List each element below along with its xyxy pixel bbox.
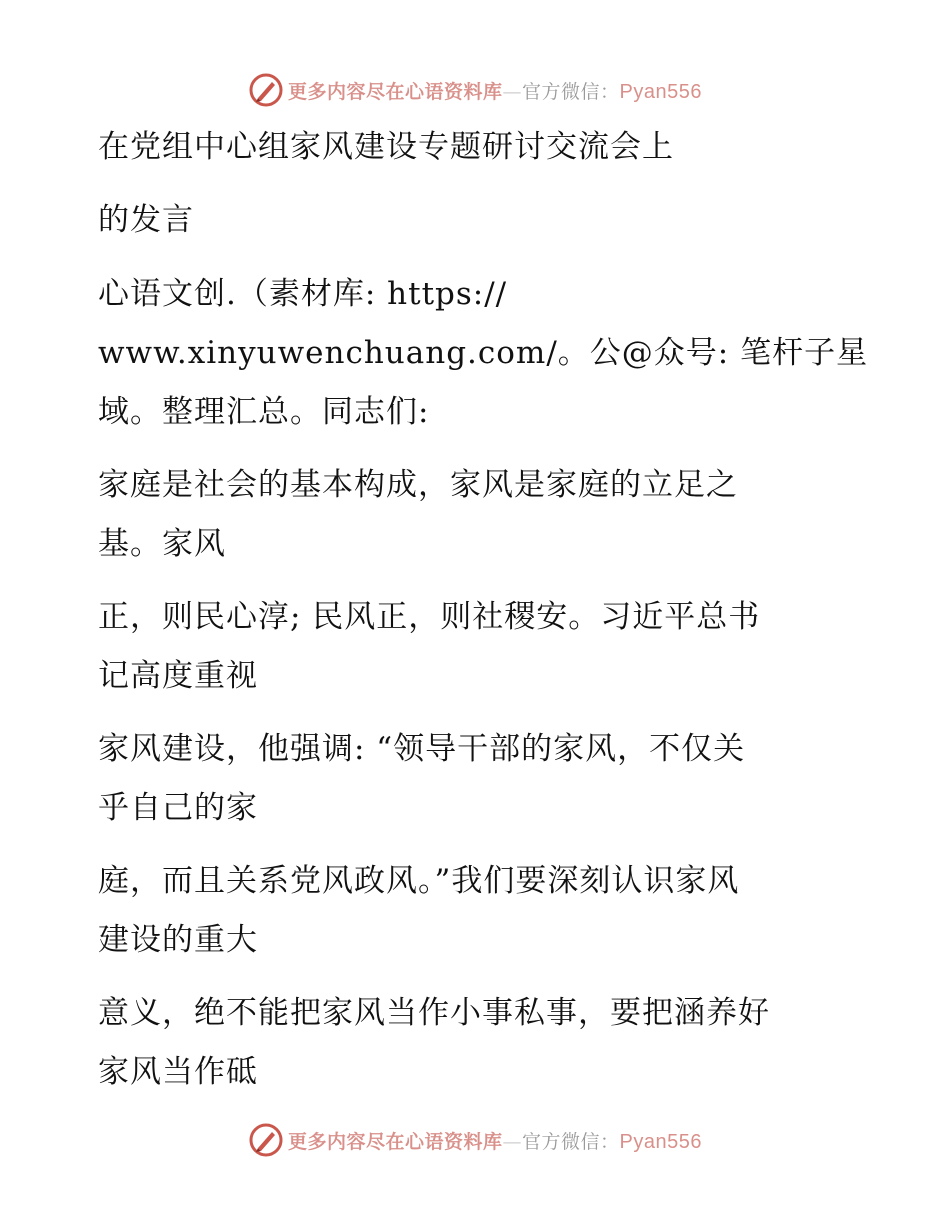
watermark-brand: 更多内容尽在心语资料库 (288, 1130, 503, 1153)
pen-logo-icon (248, 1122, 284, 1158)
paragraph-line: 心语文创.（素材库: https:// (98, 276, 508, 312)
pen-logo-icon (248, 72, 284, 108)
title-line-2: 的发言 (98, 202, 194, 238)
paragraph-line: 家庭是社会的基本构成，家风是家庭的立足之 (98, 467, 738, 503)
watermark-wechat-label: 官方微信： (522, 80, 620, 103)
paragraph-line: 乎自己的家 (98, 790, 258, 826)
watermark-dash: — (502, 1130, 523, 1153)
watermark-dash: — (502, 80, 523, 103)
paragraph-line: 庭，而且关系党风政风。”我们要深刻认识家风 (98, 863, 740, 899)
watermark-header (0, 68, 950, 112)
paragraph-line: www.xinyuwenchuang.com/。公@众号: 笔杆子星 (98, 335, 869, 371)
watermark-wechat-id: Pyan556 (619, 80, 702, 103)
watermark-text (288, 1127, 702, 1154)
paragraph-line: 家风建设，他强调: “领导干部的家风，不仅关 (98, 731, 746, 767)
title-line-1: 在党组中心组家风建设专题研讨交流会上 (98, 129, 674, 165)
paragraph-line: 基。家风 (98, 526, 226, 562)
paragraph-line: 域。整理汇总。同志们: (98, 394, 430, 430)
watermark-wechat-id: Pyan556 (619, 1130, 702, 1153)
paragraph-line: 家风当作砥 (98, 1054, 258, 1090)
paragraph-line: 意义，绝不能把家风当作小事私事，要把涵养好 (98, 995, 770, 1031)
paragraph-line: 正，则民心淳; 民风正，则社稷安。习近平总书 (98, 599, 761, 635)
paragraph-line: 记高度重视 (98, 658, 258, 694)
watermark-wechat-label: 官方微信： (522, 1130, 620, 1153)
watermark-brand: 更多内容尽在心语资料库 (288, 80, 503, 103)
watermark-footer (0, 1118, 950, 1162)
watermark-text (288, 77, 702, 104)
paragraph-line: 建设的重大 (98, 922, 258, 958)
